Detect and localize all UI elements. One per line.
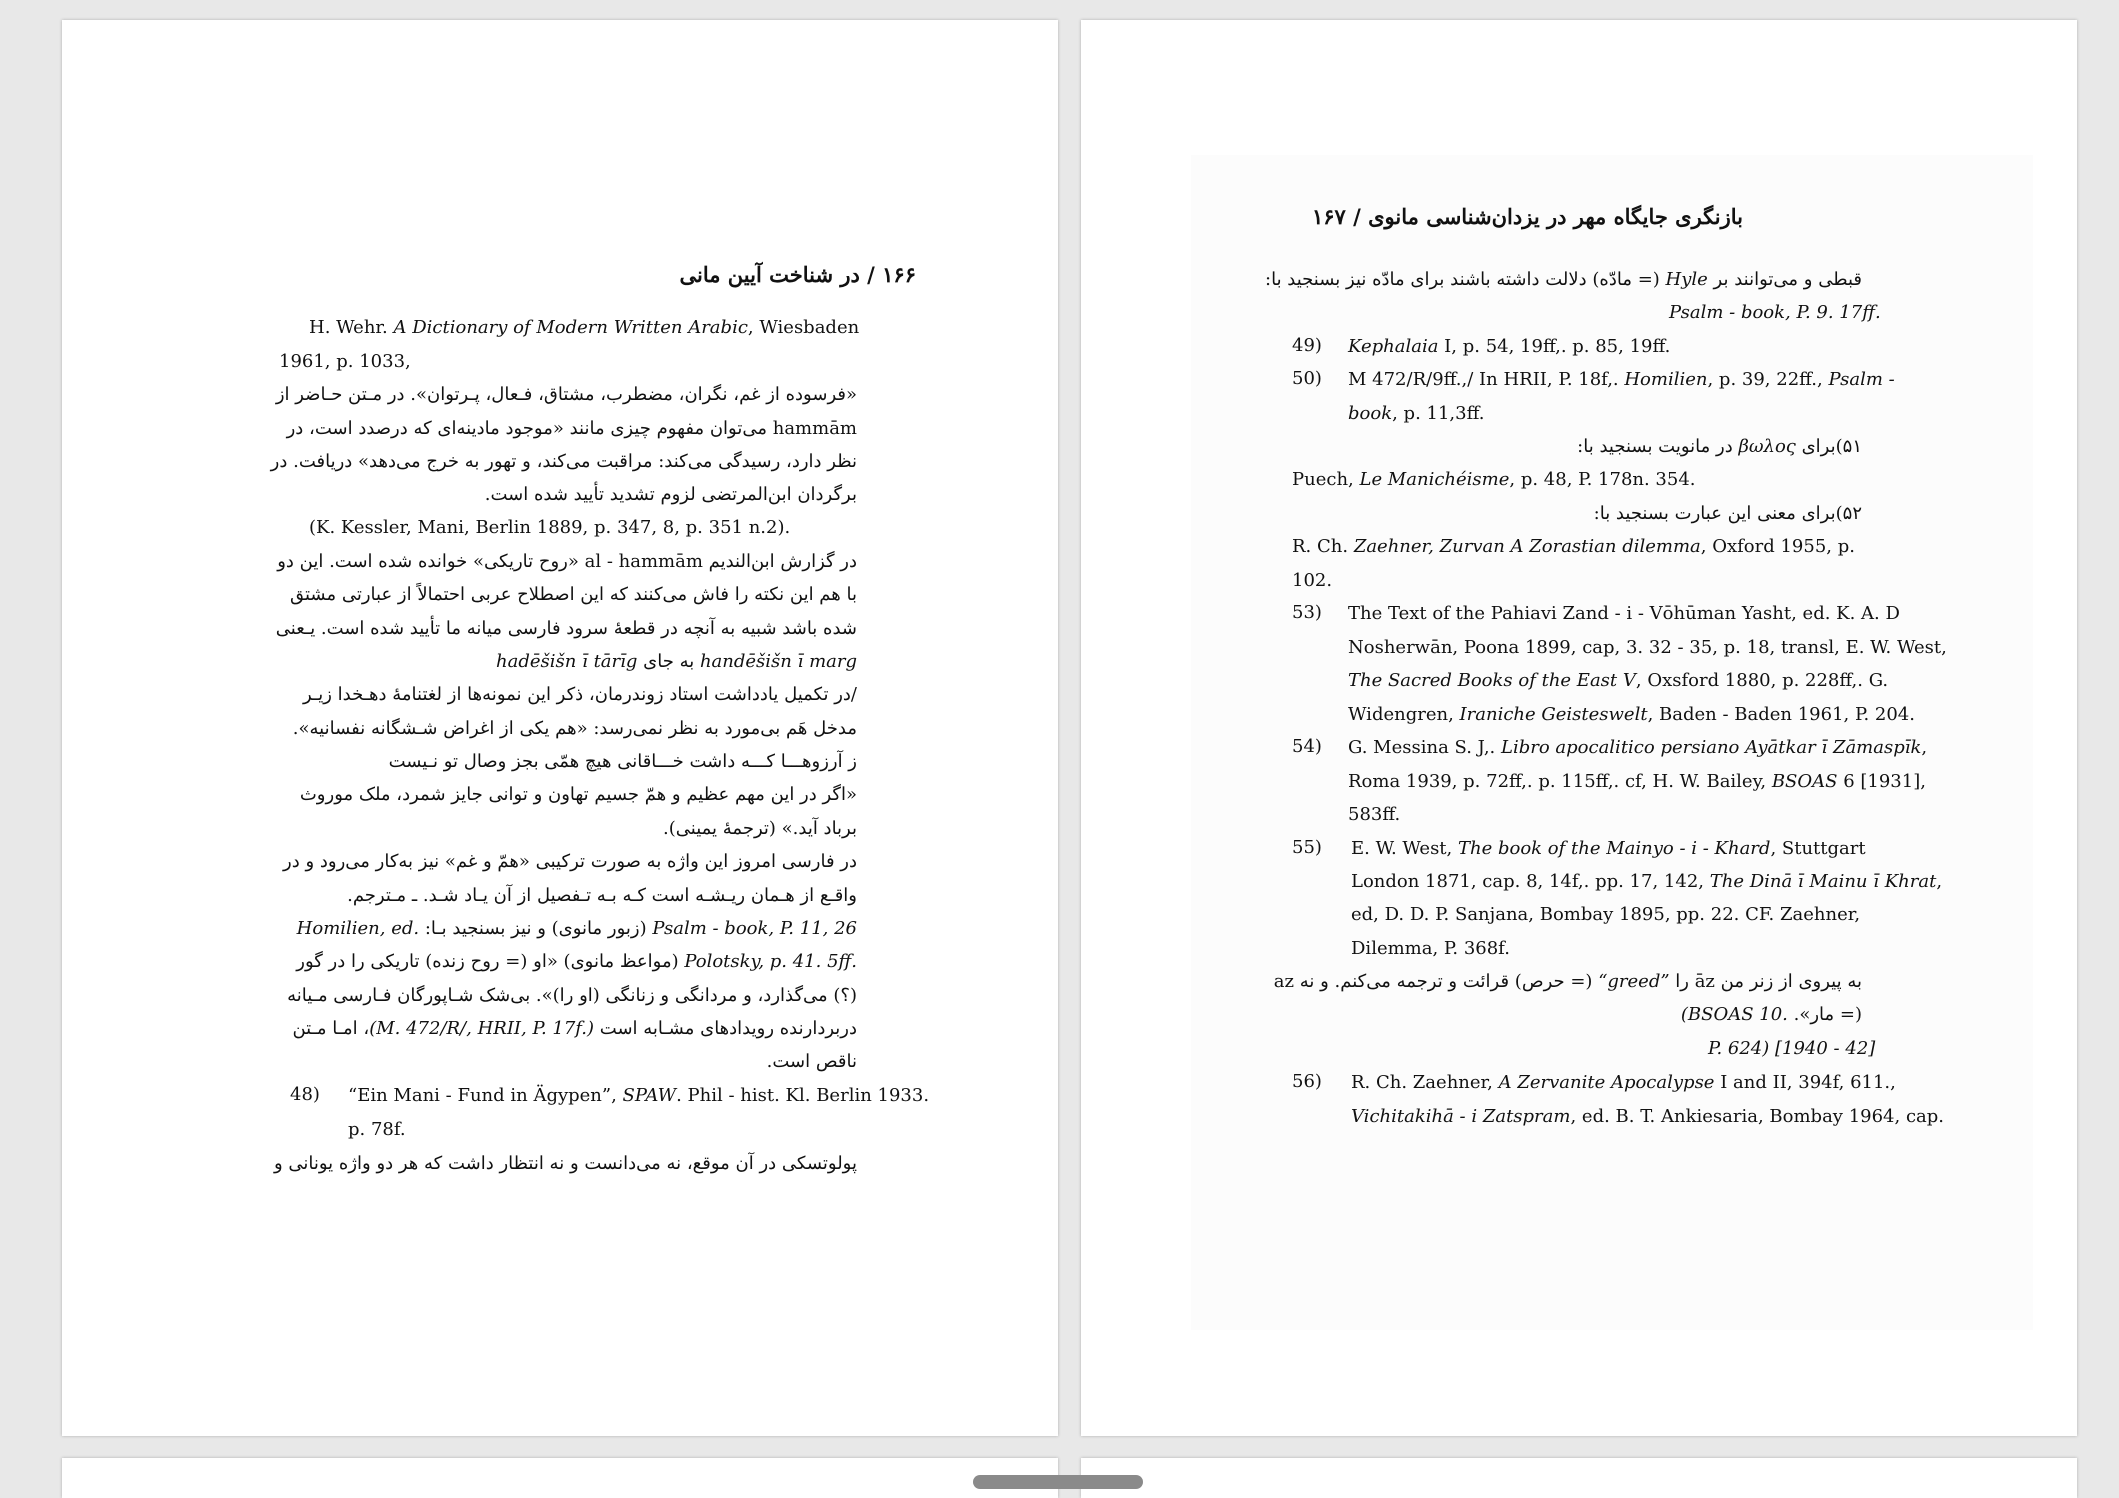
text-line [496, 650, 857, 674]
text-line [389, 750, 857, 774]
text-line [348, 1084, 929, 1108]
text-line [279, 350, 411, 374]
text-run: (K. Kessler, Mani, Berlin 1889, p. 347, 8, p. 351 n.2). [309, 517, 791, 538]
text-run: (= مار». [1787, 1004, 1862, 1025]
text-run: نظر دارد، رسیدگی می‌کند: مراقبت می‌کند، و تهور به خرج می‌دهد» دریافت. در [270, 451, 857, 472]
text-line [1348, 636, 1947, 660]
text-line [1348, 602, 1900, 626]
text-run: I and II, 394f, 611., [1714, 1072, 1896, 1093]
text-line [1351, 1105, 1944, 1129]
text-line [1348, 669, 1888, 693]
text-run: /در تکمیل یادداشت استاد زوندرمان، ذکر این نمونه‌ها از لغتنامهٔ دهـخدا زیـر [303, 684, 857, 705]
text-line [276, 617, 857, 641]
text-line [276, 383, 857, 407]
text-run: βωλος [1738, 436, 1796, 457]
text-line [1351, 870, 1942, 894]
footnote-number: 53) [1292, 602, 1322, 623]
text-run: برباد آید.» (ترجمهٔ یمینی). [663, 818, 857, 839]
text-run: 6 [1931], [1837, 771, 1926, 792]
text-line [1351, 937, 1510, 961]
text-run: (زبور مانوی) و نیز بسنجید بـا: [419, 918, 653, 939]
text-run: به جای [637, 651, 700, 672]
text-run: hadēšišn ī tārīg [496, 651, 638, 672]
next-page-right[interactable] [1081, 1458, 2077, 1498]
text-run: 102. [1292, 570, 1333, 591]
text-run: R. Ch. Zaehner, [1351, 1072, 1499, 1093]
text-run: (BSOAS 10. [1680, 1004, 1788, 1025]
text-line [1292, 535, 1855, 559]
text-line [485, 483, 857, 507]
text-line [1348, 703, 1915, 727]
text-line [300, 783, 857, 807]
text-run: book [1348, 403, 1393, 424]
text-run: Puech, [1292, 469, 1360, 490]
text-run: p. 78f. [348, 1119, 406, 1140]
text-run: را [1669, 971, 1695, 992]
text-run: برگردان ابن‌المرتضی لزوم تشدید تأیید شده است. [484, 484, 857, 505]
text-run: Hyle [1665, 269, 1708, 290]
text-line [309, 516, 790, 540]
text-line [1348, 803, 1400, 827]
text-run: (= مادّه) دلالت داشته باشند برای مادّه نیز بسنجید با: [1265, 269, 1666, 290]
text-run: Psalm - book, P. 9. 17ff. [1669, 302, 1881, 323]
text-run: M 472/R/9ff.,/ In HRII, P. 18f,. [1348, 369, 1625, 390]
footnote-number: 54) [1292, 736, 1322, 757]
text-run: G. Messina S. J,. [1348, 737, 1501, 758]
text-line [767, 1050, 857, 1074]
text-line [1348, 770, 1926, 794]
text-run: Psalm - book, P. 11, 26 [652, 918, 857, 939]
text-run: , Oxsford 1880, p. 228ff,. G. [1635, 670, 1889, 691]
text-run: A Zervanite Apocalypse [1498, 1072, 1715, 1093]
text-line [1351, 837, 1866, 861]
text-run: Homilien, ed. [296, 918, 420, 939]
text-line [293, 717, 857, 741]
text-line [663, 817, 857, 841]
text-line [1292, 569, 1332, 593]
text-run: , Wiesbaden [747, 317, 860, 338]
text-line [1708, 1037, 1875, 1061]
text-run: ed, D. D. P. Sanjana, Bombay 1895, pp. 22. CF. Zaehner, [1351, 904, 1861, 925]
text-run: Kephalaia [1348, 336, 1439, 357]
footnote-number: 56) [1292, 1071, 1322, 1092]
text-line [1577, 435, 1862, 459]
text-run: با هم این نکته را فاش می‌کنند که این اصطلاح عربی احتمالاً از عبارتی مشتق [289, 584, 857, 605]
text-run: 583ff. [1348, 804, 1401, 825]
text-run: ناقص است. [766, 1051, 857, 1072]
text-run: (= حرص) قرائت و ترجمه می‌کنم. و نه [1294, 971, 1599, 992]
text-line [1351, 903, 1860, 927]
text-run: London 1871, cap. 8, 14f,. pp. 17, 142, [1351, 871, 1710, 892]
text-line [277, 550, 857, 574]
text-line [1348, 368, 1895, 392]
text-run: «اگر در این مهم عظیم و همّ جسیم تهاون و توانی جایز شمرد، ملک موروث [299, 784, 857, 805]
text-run: ۵۱)برای [1795, 436, 1862, 457]
text-run: Dilemma, P. 368f. [1351, 938, 1510, 959]
footnote-number: 48) [290, 1084, 320, 1105]
text-run: al - hammām [584, 551, 703, 572]
text-run: handēšišn ī marg [699, 651, 857, 672]
text-line [287, 417, 857, 441]
next-page-left[interactable] [62, 1458, 1058, 1498]
text-run: (مواعظ مانوی) «او (= روح زنده) تاریکی را در گور [296, 951, 685, 972]
text-line [1348, 402, 1484, 426]
text-run: , p. 39, 22ff., [1707, 369, 1829, 390]
text-line [271, 450, 857, 474]
text-line [296, 950, 857, 974]
text-run: “greed” [1598, 971, 1670, 992]
text-run: Homilien [1624, 369, 1708, 390]
text-run: The Text of the Pahiavi Zand - i - Vōhūman Yasht, ed. K. A. D [1348, 603, 1900, 624]
text-run: Libro apocalitico persiano Ayātkar ī Zāmaspīk [1501, 737, 1922, 758]
text-line [1348, 335, 1670, 359]
text-line [292, 1017, 857, 1041]
text-run: ز آرزوهـــا کـــه داشت خـــاقانی هیچ همّی بجز وصال تو نـیست [388, 751, 857, 772]
text-run: , ed. B. T. Ankiesaria, Bombay 1964, cap. [1570, 1106, 1945, 1127]
text-line [283, 850, 857, 874]
text-run: , p. 48, P. 178n. 354. [1509, 469, 1696, 490]
text-line [309, 316, 859, 340]
text-run: در گزارش ابن‌الندیم [702, 551, 857, 572]
text-line [274, 1152, 857, 1176]
text-run: واقـع از هـمان ریـشـه است کـه بـه تـفصیل از آن یـاد شـد. ـ مـترجم. [347, 885, 857, 906]
text-run: Zaehner, Zurvan A Zorastian dilemma [1353, 536, 1701, 557]
text-run: I, p. 54, 19ff,. p. 85, 19ff. [1438, 336, 1671, 357]
text-run: می‌توان مفهوم چیزی مانند «موجود مادینه‌ای که درصدد است، در [286, 418, 773, 439]
text-run: مدخل هَم بی‌مورد به نظر نمی‌رسد: «هم یکی از اغراض شـشگانه نفسانیه». [292, 718, 857, 739]
text-run: hammām [772, 418, 857, 439]
text-run: āz [1694, 971, 1715, 992]
text-run: پولوتسکی در آن موقع، نه می‌دانست و نه انتظار داشت که هر دو واژه یونانی و [273, 1153, 857, 1174]
page-header: ۱۶۶ / در شناخت آیین مانی [679, 262, 916, 287]
text-run: , Oxford 1955, p. [1700, 536, 1855, 557]
text-run: “Ein Mani - Fund in Ägypen”, [348, 1085, 623, 1106]
text-run: دربردارنده رویدادهای مشـابه است [594, 1018, 857, 1039]
text-run: , [1921, 737, 1928, 758]
text-run: SPAW [622, 1085, 677, 1106]
text-run: , [1936, 871, 1943, 892]
text-run: Nosherwān, Poona 1899, cap, 3. 32 - 35, p. 18, transl, E. W. West, [1348, 637, 1947, 658]
text-run: قبطی و می‌توانند بر [1707, 269, 1862, 290]
text-run: The book of the Mainyo - i - Khard [1457, 838, 1771, 859]
text-run: A Dictionary of Modern Written Arabic [393, 317, 748, 338]
text-line [1594, 502, 1862, 526]
text-run: (M. 472/R/, HRII, P. 17f.) [369, 1018, 595, 1039]
text-run: در فارسی امروز این واژه به صورت ترکیبی «همّ و غم» نیز به‌کار می‌رود و در [283, 851, 857, 872]
page-167 [1081, 20, 2077, 1436]
text-run: Roma 1939, p. 72ff,. p. 115ff,. cf, H. W. Bailey, [1348, 771, 1772, 792]
text-line [1265, 268, 1862, 292]
text-run: P. 624) [1940 - 42] [1708, 1038, 1876, 1059]
text-line [347, 884, 857, 908]
text-run: H. Wehr. [309, 317, 394, 338]
text-run: Widengren, [1348, 704, 1460, 725]
text-run: ۵۲)برای معنی این عبارت بسنجید با: [1593, 503, 1862, 524]
text-run: Le Manichéisme [1359, 469, 1510, 490]
text-line [1348, 736, 1927, 760]
text-run: شده باشد شبیه به آنچه در قطعهٔ سرود فارسی میانه ما تأیید شده است. یـعنی [275, 618, 857, 639]
text-run: . Phil - hist. Kl. Berlin 1933. [676, 1085, 930, 1106]
text-line [1274, 970, 1862, 994]
text-line [1292, 468, 1696, 492]
horizontal-scrollbar[interactable] [973, 1475, 1143, 1489]
text-run: Vichitakihā - i Zatspram [1351, 1106, 1571, 1127]
text-run: (؟) می‌گذارد، و مردانگی و زنانگی (او را)». بی‌شک شـاپورگان فـارسی مـیانه [287, 985, 857, 1006]
text-run: «فرسوده از غم، نگران، مضطرب، مشتاق، فـعال، پـرتوان». در مـتن حـاضر از [275, 384, 857, 405]
text-run: , Stuttgart [1770, 838, 1866, 859]
text-line [1681, 1003, 1862, 1027]
footnote-number: 50) [1292, 368, 1322, 389]
page-header: بازنگری جایگاه مهر در یزدان‌شناسی مانوی / ۱۶۷ [1311, 204, 1743, 229]
text-run: The Sacred Books of the East V [1348, 670, 1636, 691]
text-run: az [1273, 971, 1294, 992]
text-run: به پیروی از زنر من [1714, 971, 1862, 992]
text-line [290, 583, 857, 607]
text-run: 1961, p. 1033, [279, 351, 411, 372]
text-line [287, 984, 857, 1008]
text-run: BSOAS [1771, 771, 1838, 792]
text-line [1669, 301, 1881, 325]
text-line [348, 1118, 406, 1142]
text-run: R. Ch. [1292, 536, 1354, 557]
text-run: «روح تاریکی» خوانده شده است. این دو [277, 551, 585, 572]
text-run: Polotsky, p. 41. 5ff. [684, 951, 857, 972]
text-line [303, 683, 857, 707]
text-line [297, 917, 857, 941]
text-run: , Baden - Baden 1961, P. 204. [1647, 704, 1915, 725]
text-run: ، امـا مـتن [292, 1018, 370, 1039]
text-run: The Dinā ī Mainu ī Khrat [1709, 871, 1937, 892]
text-line [1351, 1071, 1896, 1095]
text-run: E. W. West, [1351, 838, 1458, 859]
text-run: در مانویت بسنجید با: [1577, 436, 1739, 457]
footnote-number: 55) [1292, 837, 1322, 858]
text-run: Iraniche Geisteswelt [1459, 704, 1648, 725]
footnote-number: 49) [1292, 335, 1322, 356]
text-run: Psalm - [1828, 369, 1895, 390]
text-run: , p. 11,3ff. [1392, 403, 1485, 424]
